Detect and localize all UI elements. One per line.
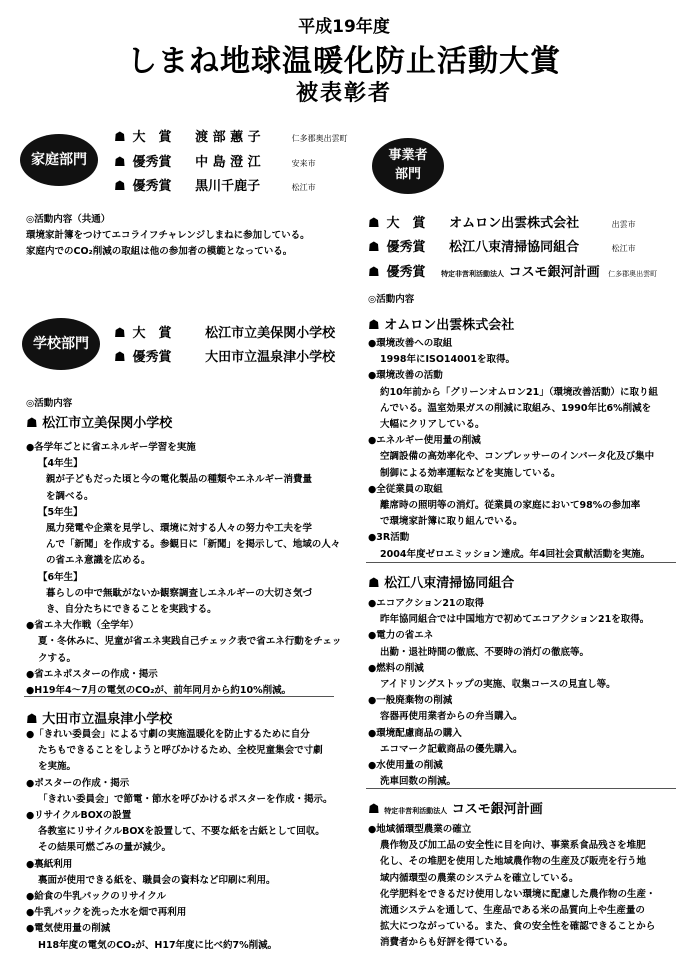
section-title: 松江市立美保関小学校 [42,416,173,431]
award-name: 松江八束清掃協同組合 [449,240,580,255]
body-line: クする。 [38,652,77,664]
body-line: その結果可燃ごみの量が減少。 [38,842,172,854]
building-icon: ☗ [26,712,38,727]
award-location: 松江市 [611,244,636,253]
body-line: 化し、その堆肥を使用した地域農作物の生産及び販売を行う地 [380,856,647,868]
trophy-icon: ☗ [368,265,380,280]
award-name: 松江市立美保関小学校 [205,326,336,341]
body-line: 洗車回数の削減。 [380,776,457,788]
award-location: 仁多郡奥出雲町 [608,270,658,278]
household-badge [20,134,98,186]
body-line: 制御による効率運転などを実施している。 [380,467,561,479]
body-line: ●水使用量の削減 [368,760,443,772]
award-rank: 大 賞 [132,130,172,145]
business-award-2 [368,236,636,255]
body-line: 昨年協同組合では中国地方で初めてエコアクション21を取得。 [380,614,650,626]
school-section-body [26,440,346,699]
household-activity-line: 家庭内でのCO₂削減の取組は他の参加者の模範となっている。 [26,246,293,257]
business-badge-line2: 部門 [394,167,421,182]
body-line: の省エネ意識を広める。 [46,555,151,567]
trophy-icon: ☗ [114,179,126,194]
body-line: 夏・冬休みに、児童が省エネ実践自己チェック表で省エネ行動をチェッ [38,636,342,648]
award-name: 中 島 澄 江 [195,155,261,170]
body-line: んで「新聞」を作成する。参観日に「新聞」を掲示して、地域の人々 [46,539,341,551]
business-section-body [368,822,686,952]
business-badge [372,138,444,194]
section-title: 大田市立温泉津小学校 [42,712,173,727]
body-line: ●エネルギー使用量の削減 [368,435,481,447]
school-section-heading [26,412,172,431]
body-line: ●全従業員の取組 [368,483,443,495]
household-activity-title: ◎活動内容（共通） [26,214,111,225]
body-line: 風力発電や企業を見学し、環境に対する人々の努力や工夫を学 [46,523,313,535]
body-line: 裏面が使用できる紙を、職員会の資料など印刷に利用。 [38,874,276,886]
body-line: アイドリングストップの実施、収集コースの見直し等。 [380,679,616,691]
business-section-body [368,596,686,790]
body-line: ●省エネポスターの作成・掲示 [26,668,158,680]
body-line: 各教室にリサイクルBOXを設置して、不要な紙を古紙として回収。 [38,826,325,838]
divider [366,562,676,563]
award-location: 仁多郡奥出雲町 [291,134,348,143]
body-line: を実施。 [38,761,77,773]
award-rank: 優秀賞 [386,265,426,280]
body-line: んでいる。温室効果ガスの削減に取組み、1990年比6%削減を [380,402,652,414]
body-line: 【6年生】 [38,571,83,583]
body-line: 農作物及び加工品の安全性に目を向け、事業系食品残さを堆肥 [380,840,646,852]
body-line: 化学肥料をできるだけ使用しない環境に配慮した農作物の生産・ [380,888,656,900]
award-rank: 大 賞 [132,326,172,341]
trophy-icon: ☗ [368,216,380,231]
household-award-1 [114,126,348,145]
body-line: 親が子どもだった頃と今の電化製品の種類やエネルギー消費量 [46,474,313,486]
body-line: ●環境配慮商品の購入 [368,727,462,739]
school-badge-label: 学校部門 [33,336,89,352]
award-rank: 優秀賞 [132,179,172,194]
body-line: 離席時の照明等の消灯。従業員の家庭において98%の参加率 [380,500,641,512]
section-title: 松江八束清掃協同組合 [384,576,515,591]
award-location: 出雲市 [611,220,636,229]
body-line: 空調設備の高効率化や、コンプレッサーのインバータ化及び集中 [380,451,655,463]
body-line: 域内循環型の農業のシステムを確立している。 [380,872,579,884]
body-line: き、自分たちにできることを実践する。 [46,604,217,616]
body-line: ●牛乳パックを洗った水を畑で再利用 [26,907,187,919]
business-section-heading [368,798,543,817]
household-activity [26,212,346,260]
body-line: ●各学年ごとに省エネルギー学習を実施 [26,442,196,453]
business-section-heading [368,314,514,333]
body-line: ●ポスターの作成・掲示 [26,777,130,789]
award-rank: 優秀賞 [132,155,172,170]
building-icon: ☗ [26,416,38,431]
body-line: 出勤・退社時間の徹底、不要時の消灯の徹底等。 [380,646,590,658]
school-activity-title: ◎活動内容 [26,398,73,409]
body-line: 【5年生】 [38,506,83,518]
award-name: オムロン出雲株式会社 [449,216,580,231]
divider [24,696,334,697]
household-award-3 [114,175,316,194]
body-line: ●電力の省エネ [368,630,434,642]
household-award-2 [114,151,316,170]
body-line: で環境家計簿に取り組んでいる。 [380,516,523,528]
body-line: 容器再使用業者からの弁当購入。 [380,711,523,723]
body-line: ●「きれい委員会」による寸劇の実施温暖化を防止するために自分 [26,729,310,740]
trophy-icon: ☗ [114,130,126,145]
business-section-body [368,336,686,563]
trophy-icon: ☗ [114,155,126,170]
award-rank: 優秀賞 [132,350,172,365]
trophy-icon: ☗ [114,326,126,341]
trophy-icon: ☗ [368,240,380,255]
body-line: ●燃料の削減 [368,662,424,674]
body-line: 消費者からも好評を得ている。 [380,937,514,949]
body-line: 【4年生】 [38,458,83,470]
school-badge [22,318,100,370]
building-icon: ☗ [368,576,380,591]
body-line: 拡大につながっている。また、食の安全性を確認できることから [380,921,656,933]
business-award-3 [368,261,657,280]
school-award-2 [114,346,335,365]
business-activity-title: ◎活動内容 [368,294,415,305]
household-badge-label: 家庭部門 [31,152,87,168]
section-prefix: 特定非営利活動法人 [384,807,448,815]
divider [366,788,676,789]
trophy-icon: ☗ [114,350,126,365]
body-line: ●環境改善への取組 [368,338,453,349]
page-title: しまね地球温暖化防止活動大賞 [127,44,561,79]
body-line: ●リサイクルBOXの設置 [26,810,132,822]
award-name: 大田市立温泉津小学校 [205,350,336,365]
body-line: 大幅にクリアしている。 [380,419,485,431]
school-award-1 [114,322,335,341]
body-line: 1998年にISO14001を取得。 [380,354,515,366]
body-line: ●H19年4～7月の電気のCO₂が、前年同月から約10%削減。 [26,685,292,697]
award-name: コスモ銀河計画 [508,265,600,280]
business-section-heading [368,572,514,591]
body-line: H18年度の電気のCO₂が、H17年度に比べ約7%削減。 [38,939,278,951]
section-title: オムロン出雲株式会社 [384,318,515,333]
header-year: 平成19年度 [298,17,390,37]
body-line: ●裏紙利用 [26,858,73,870]
body-line: 「きれい委員会」で節電・節水を呼びかけるポスターを作成・掲示。 [38,793,333,805]
business-badge-line1: 事業者 [388,148,428,163]
body-line: を調べる。 [46,490,94,502]
body-line: ●地域循環型農業の確立 [368,824,472,835]
award-name: 渡 部 蕙 子 [195,130,261,145]
award-rank: 大 賞 [386,216,426,231]
body-line: 約10年前から「グリーンオムロン21」（環境改善活動）に取り組 [380,386,659,398]
body-line: ●エコアクション21の取得 [368,598,485,609]
body-line: ●省エネ大作戦（全学年） [26,620,139,632]
body-line: ●電気使用量の削減 [26,923,111,935]
body-line: ●一般廃棄物の削減 [368,695,453,707]
school-section-body [26,727,346,954]
body-line: 2004年度ゼロエミッション達成。年4回社会貢献活動を実施。 [380,548,651,560]
award-location: 松江市 [291,183,316,192]
page-subtitle: 被表彰者 [295,81,392,106]
body-line: ●3R活動 [368,532,410,544]
body-line: たちもできることをしようと呼びかけるため、全校児童集会で寸劇 [38,745,323,757]
body-line: 暮らしの中で無駄がないか観察調査しエネルギーの大切さ気づ [46,587,313,599]
school-section-heading [26,708,172,727]
award-rank: 優秀賞 [386,240,426,255]
section-title: コスモ銀河計画 [451,802,543,817]
org-prefix: 特定非営利活動法人 [441,270,505,278]
body-line: エコマーク記載商品の優先購入。 [380,743,523,755]
business-award-1 [368,212,636,231]
building-icon: ☗ [368,802,380,817]
building-icon: ☗ [368,318,380,333]
body-line: 流通システムを通して、生産品である米の品質向上や生産量の [380,905,645,917]
award-location: 安来市 [291,159,316,168]
body-line: ●環境改善の活動 [368,370,443,382]
award-name: 黒川千鹿子 [195,179,261,194]
body-line: ●給食の牛乳パックのリサイクル [26,891,166,903]
household-activity-line: 環境家計簿をつけてエコライフチャレンジしまねに参加している。 [26,230,310,241]
